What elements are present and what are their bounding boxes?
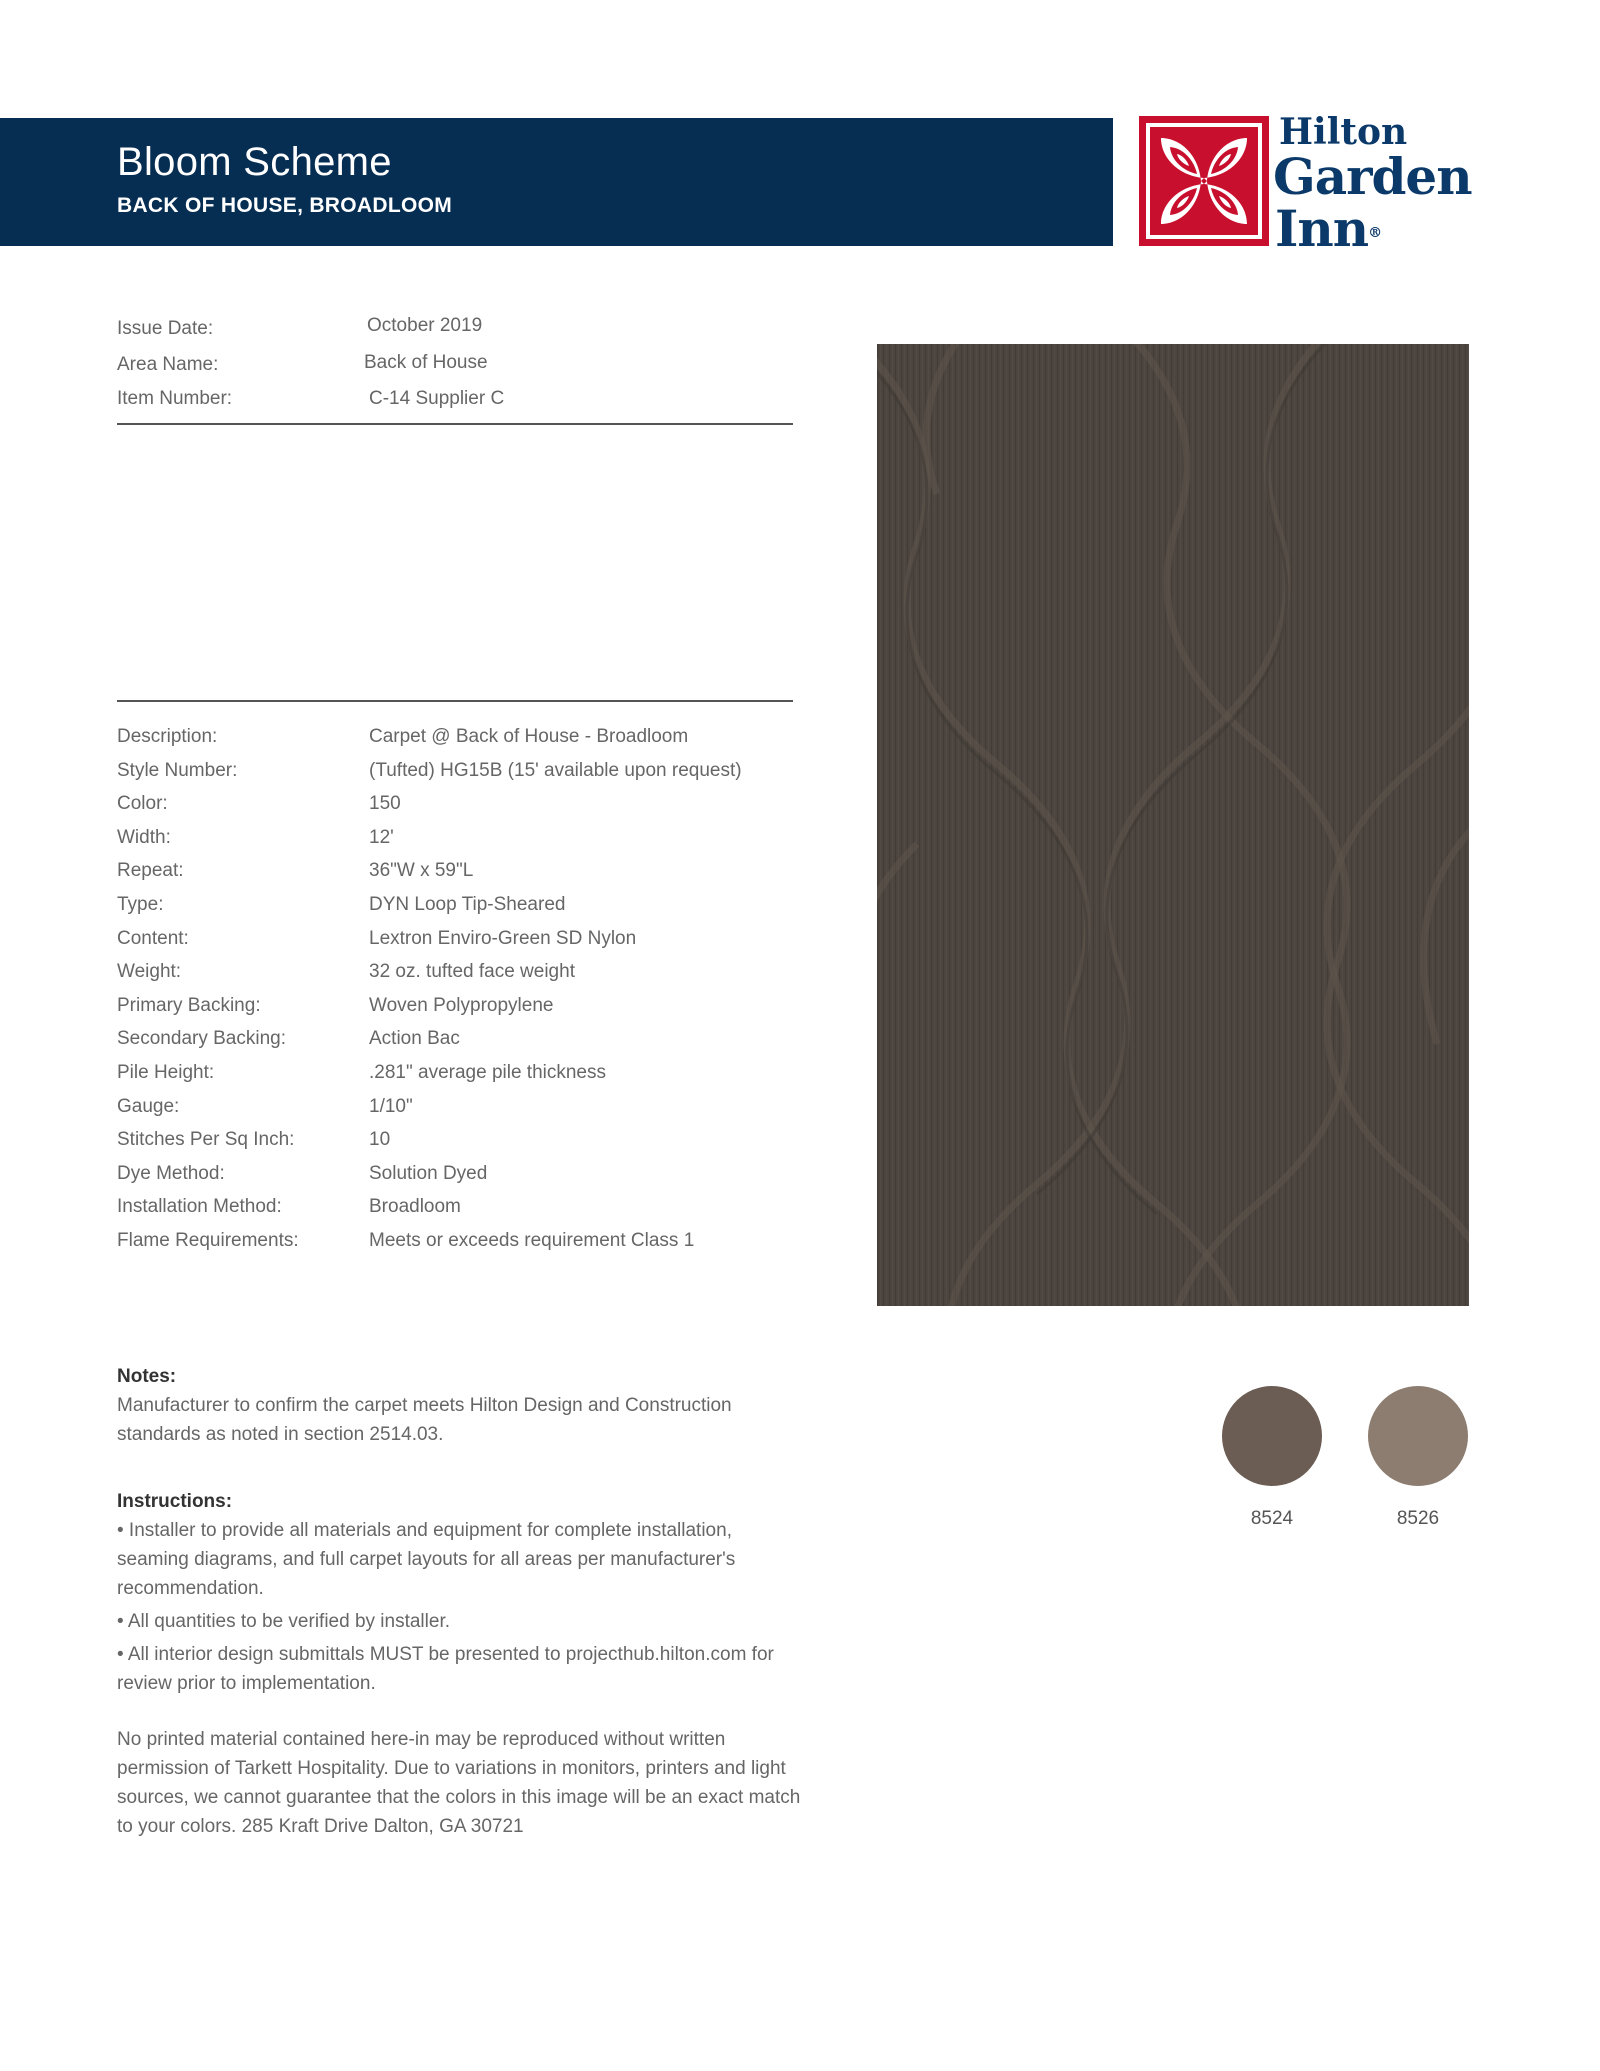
spec-value: 12' [369,826,394,848]
instruction-bullet: • All interior design submittals MUST be presented to projecthub.hilton.com for review prior to implementation. [117,1644,774,1694]
color-code: 8526 [1396,1508,1440,1529]
spec-label: Weight: [117,961,182,983]
spec-value: 1/10" [369,1095,413,1117]
spec-label: Style Number: [117,759,238,781]
spec-label: Primary Backing: [117,994,261,1016]
spec-label: Repeat: [117,860,184,882]
color-chip [1368,1386,1468,1530]
spec-value: 10 [369,1129,391,1151]
header-banner [0,118,1113,246]
spec-value: 36"W x 59"L [369,860,474,882]
meta-value: C-14 Supplier C [369,388,505,409]
spec-value: Action Bac [369,1028,460,1050]
color-chips [1222,1386,1472,1529]
spec-label: Gauge: [117,1095,180,1117]
spec-value: Woven Polypropylene [369,994,554,1016]
hilton-garden-inn-logo [1139,111,1479,258]
instruction-bullet: • All quantities to be verified by installer. [117,1611,451,1632]
logo-line-garden: Garden [1273,147,1472,206]
instructions-heading: Instructions: [117,1491,233,1512]
notes-heading: Notes: [117,1366,177,1387]
registered-mark: ® [1368,225,1382,241]
carpet-sample-image [877,344,1469,1306]
carpet-pattern [877,344,1469,1306]
color-code: 8524 [1250,1508,1294,1529]
color-dot [1222,1386,1322,1486]
logo-inn-text: Inn [1275,199,1369,258]
spec-value: .281" average pile thickness [369,1062,606,1083]
spec-label: Description: [117,726,218,747]
logo-line-hilton: Hilton [1279,111,1408,153]
flower-logo-icon [1139,116,1269,246]
spec-label: Pile Height: [117,1062,215,1083]
divider [117,423,793,425]
meta-value: Back of House [364,352,488,373]
meta-label: Area Name: [117,354,219,375]
spec-label: Installation Method: [117,1196,282,1218]
spec-label: Color: [117,793,168,815]
spec-value: 32 oz. tufted face weight [369,961,575,983]
spec-label: Stitches Per Sq Inch: [117,1129,295,1151]
spec-value: Lextron Enviro-Green SD Nylon [369,927,637,949]
spec-value: 150 [369,793,401,815]
spec-label: Flame Requirements: [117,1230,299,1251]
spec-value: Meets or exceeds requirement Class 1 [369,1230,695,1251]
color-dot [1368,1386,1468,1486]
spec-label: Type: [117,894,164,915]
meta-label: Issue Date: [117,318,214,339]
spec-value: DYN Loop Tip-Sheared [369,894,566,915]
spec-label: Content: [117,927,189,949]
color-chip [1222,1386,1322,1530]
notes-text: Manufacturer to confirm the carpet meets Hilton Design and Construction standards as noted in section 2514.03. [117,1395,732,1445]
disclaimer-text: No printed material contained here-in may be reproduced without written permission of Tarkett Hospitality. Due to variations in monitors, printers and light sources, we cannot guarantee that the colors in this image will be an exact match to your colors. 285 Kraft Drive Dalton, GA 30721 [117,1729,801,1837]
spec-value: Solution Dyed [369,1162,488,1184]
divider [117,700,793,702]
meta-value: October 2019 [367,315,483,336]
spec-value: Carpet @ Back of House - Broadloom [369,726,689,747]
meta-label: Item Number: [117,388,233,409]
spec-value: Broadloom [369,1196,461,1218]
page-title: Bloom Scheme [117,140,392,184]
spec-label: Secondary Backing: [117,1028,286,1050]
instruction-bullet: • Installer to provide all materials and equipment for complete installation, seaming diagrams, and full carpet layouts for all areas per manufacturer's recommendation. [117,1520,736,1599]
notes-section [117,1362,807,1841]
logo-line-inn [1275,199,1382,258]
page-subtitle: BACK OF HOUSE, BROADLOOM [117,194,453,217]
spec-label: Dye Method: [117,1162,225,1184]
spec-value: (Tufted) HG15B (15' available upon request) [369,759,742,781]
spec-label: Width: [117,826,171,848]
